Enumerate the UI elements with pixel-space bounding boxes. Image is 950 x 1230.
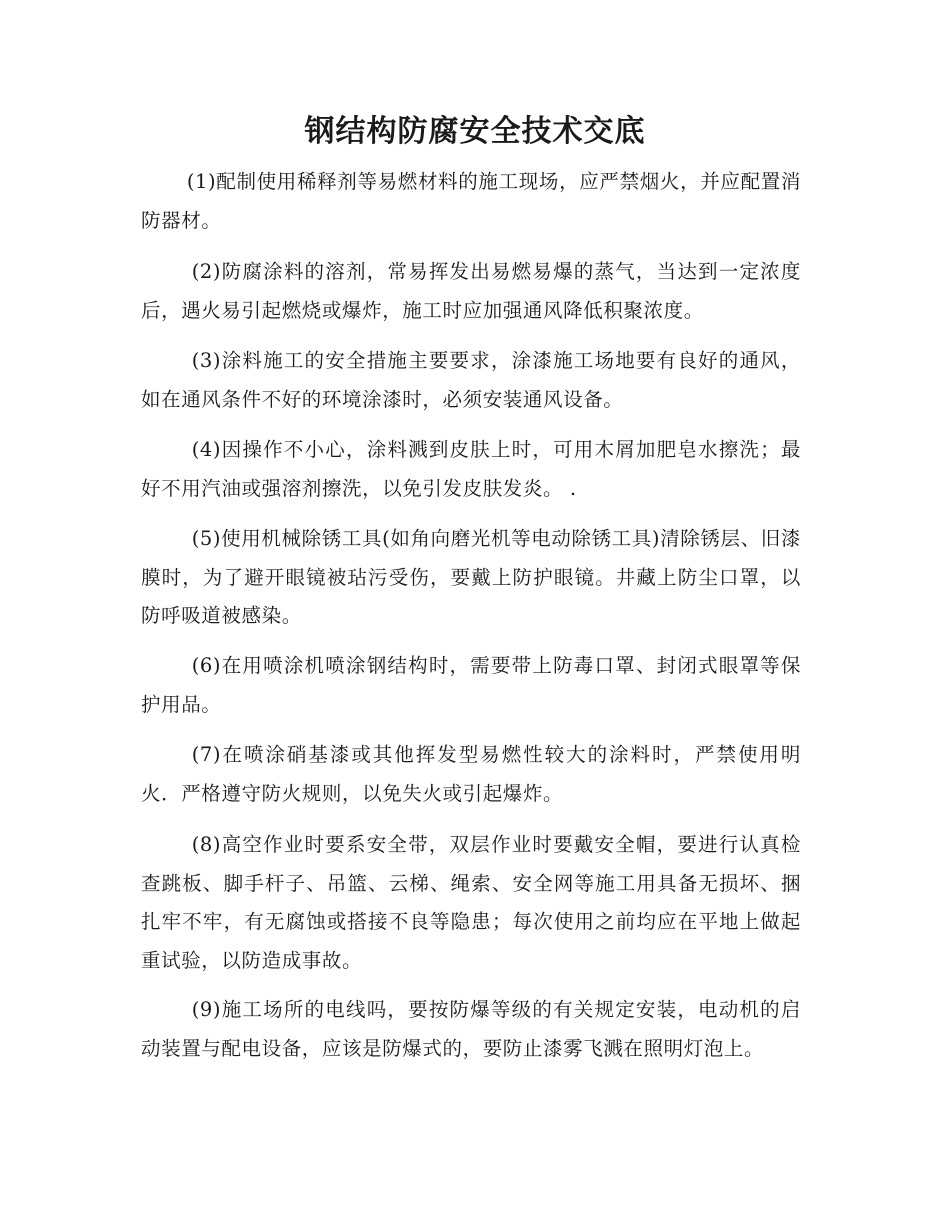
document-title: 钢结构防腐安全技术交底 (304, 114, 646, 149)
paragraph-1: (1)配制使用稀释剂等易燃材料的施工现场，应严禁烟火，并应配置消防器材。 (141, 170, 801, 232)
paragraph-4: (4)因操作不小心，涂料溅到皮肤上时，可用木屑加肥皂水擦洗；最好不用汽油或强溶剂擦洗，以免引发皮肤发炎。 . (141, 438, 801, 500)
paragraph-8: (8)高空作业时要系安全带，双层作业时要戴安全帽，要进行认真检查跳板、脚手杆子、吊篮、云梯、绳索、安全网等施工用具备无损坏、捆扎牢不牢，有无腐蚀或搭接不良等隐患；每次使用之前均应在平地上做起重试验，以防造成事故。 (141, 833, 801, 972)
paragraph-2: (2)防腐涂料的溶剂，常易挥发出易燃易爆的蒸气，当达到一定浓度后，遇火易引起燃烧或爆炸，施工时应加强通风降低积聚浓度。 (141, 260, 801, 322)
paragraph-6: (6)在用喷涂机喷涂钢结构时，需要带上防毒口罩、封闭式眼罩等保护用品。 (141, 654, 801, 716)
paragraph-9: (9)施工场所的电线吗，要按防爆等级的有关规定安装，电动机的启动装置与配电设备，应该是防爆式的，要防止漆雾飞溅在照明灯泡上。 (141, 998, 801, 1060)
paragraph-3: (3)涂料施工的安全措施主要要求，涂漆施工场地要有良好的通风，如在通风条件不好的环境涂漆时，必须安装通风设备。 (141, 349, 801, 411)
paragraph-7: (7)在喷涂硝基漆或其他挥发型易燃性较大的涂料时，严禁使用明火．严格遵守防火规则，以免失火或引起爆炸。 (141, 743, 801, 805)
paragraph-5: (5)使用机械除锈工具(如角向磨光机等电动除锈工具)清除锈层、旧漆膜时，为了避开眼镜被玷污受伤，要戴上防护眼镜。井藏上防尘口罩，以防呼吸道被感染。 (141, 527, 801, 627)
